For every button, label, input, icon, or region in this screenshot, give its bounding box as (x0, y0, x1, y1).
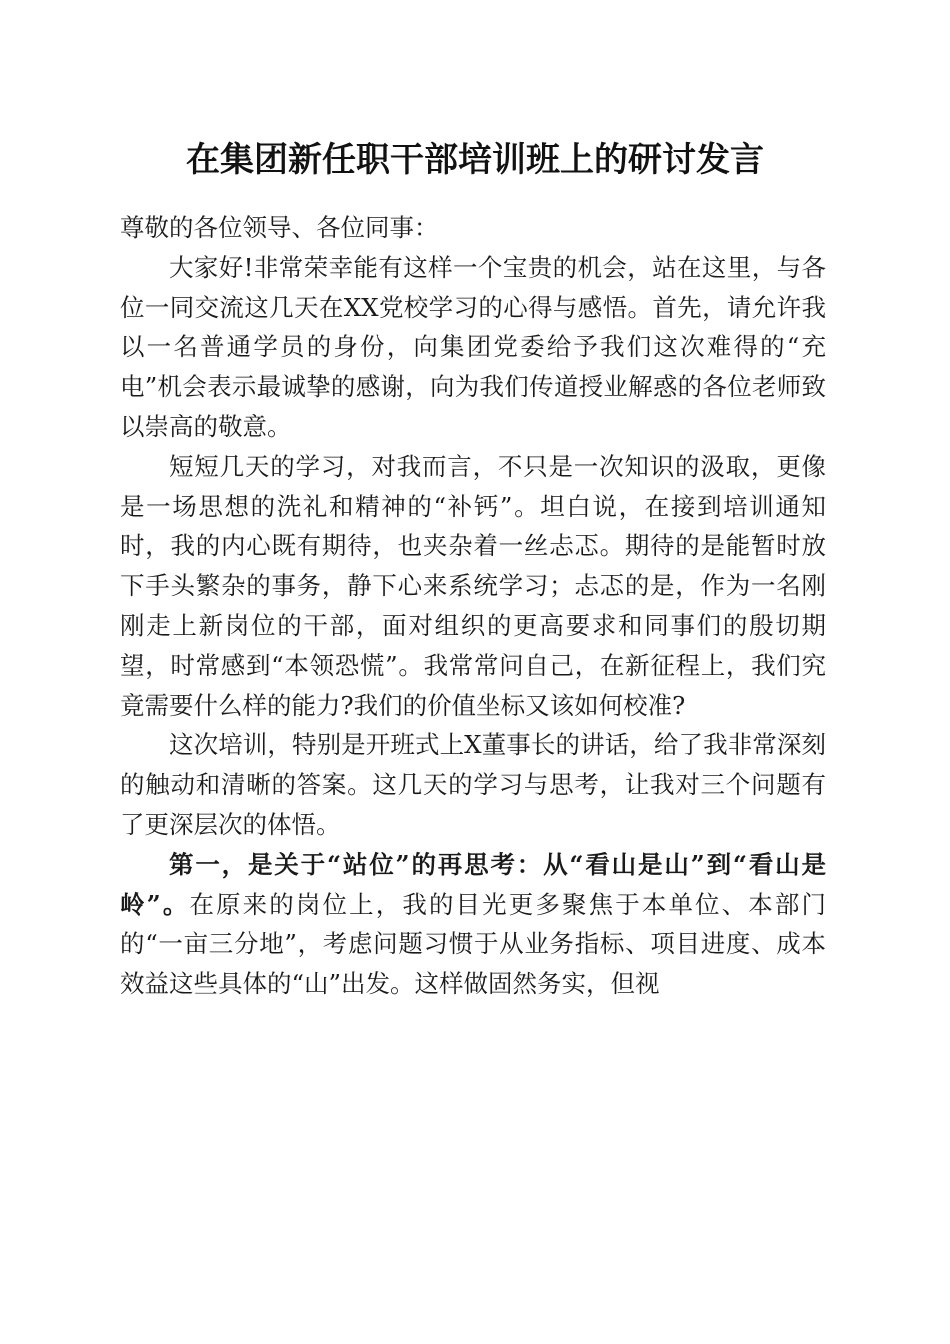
paragraph-2-text: 短短几天的学习，对我而言，不只是一次知识的汲取，更像是一场思想的洗礼和精神的“补钙”。坦白说，在接到培训通知时，我的内心既有期待，也夹杂着一丝忐忑。期待的是能暂时放下手头繁杂的事务，静下心来系统学习；忐忑的是，作为一名刚刚走上新岗位的干部，面对组织的更高要求和同事们的殷切期望，时常感到“本领恐慌”。我常常问自己，在新征程上，我们究竟需要什么样的能力?我们的价值坐标又该如何校准? (120, 451, 826, 720)
salutation: 尊敬的各位领导、各位同事： (120, 213, 439, 242)
paragraph-4 (120, 845, 826, 1004)
paragraph-4-lead: 第一，是关于“站位”的再思考：从“看山是山”到“看山是岭”。 (120, 849, 826, 919)
paragraph-3-text: 这次培训，特别是开班式上X董事长的讲话，给了我非常深刻的触动和清晰的答案。这几天的学习与思考，让我对三个问题有了更深层次的体悟。 (120, 730, 826, 839)
document-title: 在集团新任职干部培训班上的研讨发言 (186, 140, 764, 180)
paragraph-4-text: 在原来的岗位上，我的目光更多聚焦于本单位、本部门的“一亩三分地”，考虑问题习惯于从业务指标、项目进度、成本效益这些具体的“山”出发。这样做固然务实，但视 (120, 889, 827, 999)
paragraph-1 (120, 248, 826, 447)
paragraph-1-text: 大家好!非常荣幸能有这样一个宝贵的机会，站在这里，与各位一同交流这几天在XX党校学习的心得与感悟。首先，请允许我以一名普通学员的身份，向集团党委给予我们这次难得的“充电”机会表示最诚挚的感谢，向为我们传道授业解惑的各位老师致以崇高的敬意。 (120, 252, 826, 441)
paragraph-3 (120, 725, 826, 844)
document-body (120, 208, 826, 1004)
paragraph-2 (120, 447, 826, 726)
